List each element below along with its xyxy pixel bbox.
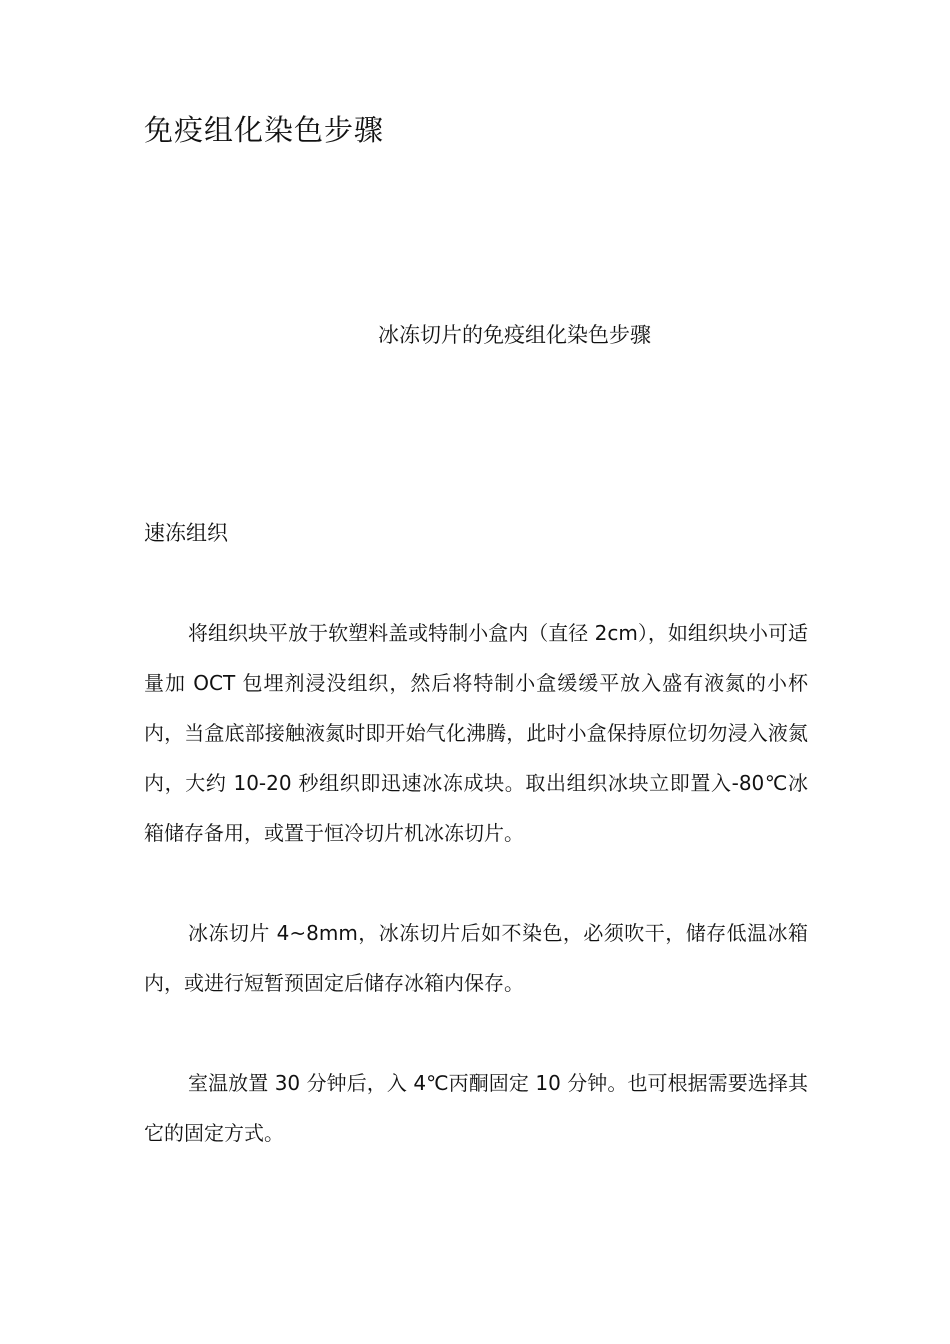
- section-heading: 速冻组织: [144, 521, 228, 545]
- paragraph: 室温放置 30 分钟后，入 4℃丙酮固定 10 分钟。也可根据需要选择其它的固定方式。: [144, 1071, 808, 1145]
- document-subtitle: 冰冻切片的免疫组化染色步骤: [378, 323, 651, 347]
- page-title: 免疫组化染色步骤: [144, 113, 385, 147]
- paragraph: 将组织块平放于软塑料盖或特制小盒内（直径 2cm），如组织块小可适量加 OCT 包埋剂浸没组织，然后将特制小盒缓缓平放入盛有液氮的小杯内，当盒底部接触液氮时即开始气化沸腾，此时小盒保持原位切勿浸入液氮内，大约 10-20 秒组织即迅速冰冻成块。取出组织冰块立即置入-80℃冰箱储存备用，或置于恒冷切片机冰冻切片。: [144, 621, 808, 845]
- paragraph: 冰冻切片 4~8mm，冰冻切片后如不染色，必须吹干，储存低温冰箱内，或进行短暂预固定后储存冰箱内保存。: [144, 921, 808, 995]
